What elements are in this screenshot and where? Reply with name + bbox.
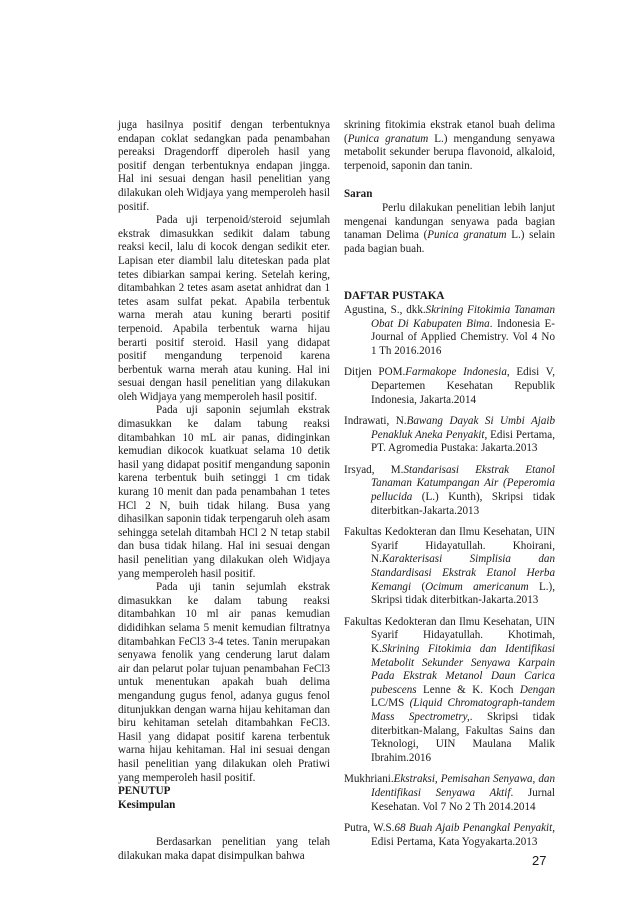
reference-item: Indrawati, N.Bawang Dayak Si Umbi Ajaib Penakluk Aneka Penyakit, Edisi Pertama, PT. Agromedia Pustaka: Jakarta.2013 <box>344 415 556 455</box>
paragraph-tanin-test: Pada uji tanin sejumlah ekstrak dimasukkan ke dalam tabung reaksi ditambahkan 10 ml air panas kemudian dididihkan selama 5 menit kemudian filtratnya ditambahkan FeCl3 3-4 tetes. Tanin merupakan senyawa fenolik yang cenderung larut dalam air dan pelarut polar tujuan penambahan FeCl3 untuk menentukan apakah buah delima mengandung gugus fenol, adanya gugus fenol ditunjukkan dengan warna hijau kehitaman dan biru kehitaman setelah ditambahkan FeCl3. Hasil yang didapat positif karena terbentuk warna hijau kehitaman. Hal ini sesuai dengan hasil penelitian yang dilakukan oleh Pratiwi yang memperoleh hasil positif. <box>118 581 330 784</box>
reference-item: Fakultas Kedokteran dan Ilmu Kesehatan, UIN Syarif Hidayatullah. Khotimah, K.Skrining Fitokimia dan Identifikasi Metabolit Sekunder Senyawa Karpain Pada Ekstrak Metanol Daun Carica pubescens Lenne & K. Koch Dengan LC/MS (Liquid Chromatograph-tandem Mass Spectrometry,. Skripsi tidak diterbitkan-Malang, Fakultas Sains dan Teknologi, UIN Maulana Malik Ibrahim.2016 <box>344 615 555 764</box>
heading-penutup: PENUTUP <box>118 785 171 798</box>
paragraph-saponin-test: Pada uji saponin sejumlah ekstrak dimasukkan ke dalam tabung reaksi ditambahkan 10 mL air panas, didinginkan kemudian dikocok kuatkuat selama 10 detik hasil yang didapat positif mengandung saponin karena terbentuk buih setinggi 1 cm tidak kurang 10 menit dan pada penambahan 1 tetes HCl 2 N, buih tidak hilang. Busa yang dihasilkan saponin tidak terpengaruh oleh asam sehingga setelah ditambah HCl 2 N tetap stabil dan busa tidak hilang. Hal ini sesuai dengan hasil penelitian yang dilakukan oleh Widjaya yang memperoleh hasil positif. <box>118 404 330 580</box>
reference-item: Irsyad, M.Standarisasi Ekstrak Etanol Tanaman Katumpangan Air (Peperomia pellucida (L.) Kunth), Skripsi tidak diterbitkan-Jakarta.2013 <box>344 463 555 517</box>
paragraph-terpenoid-test: Pada uji terpenoid/steroid sejumlah ekstrak dimasukkan sedikit dalam tabung reaksi kecil, lalu di kocok dengan sedikit eter. Lapisan eter diambil lalu diteteskan pada plat tetes dibiarkan sampai kering. Setelah kering, ditambahkan 2 tetes asam asetat anhidrat dan 1 tetes asam sulfat pekat. Apabila terbentuk warna merah atau kuning berarti positif terpenoid. Apabila terbentuk warna hijau berarti positif steroid. Hasil yang didapat positif mengandung terpenoid karena berbentuk warna merah atau kuning. Hal ini sesuai dengan hasil penelitian yang dilakukan oleh Widjaya yang memperoleh hasil positif. <box>118 214 330 403</box>
reference-item: Putra, W.S.68 Buah Ajaib Penangkal Penyakit, Edisi Pertama, Kata Yogyakarta.2013 <box>344 822 555 848</box>
paragraph-conclusion-start: Berdasarkan penelitian yang telah dilakukan maka dapat disimpulkan bahwa <box>118 836 330 862</box>
paragraph-conclusion-cont: skrining fitokimia ekstrak etanol buah delima (Punica granatum L.) mengandung senyawa metabolit sekunder berupa flavonoid, alkaloid, terpenoid, saponin dan tanin. <box>344 119 555 172</box>
left-column <box>118 119 330 863</box>
reference-item: Ditjen POM.Farmakope Indonesia, Edisi V, Departemen Kesehatan Republik Indonesia, Jakarta.2014 <box>344 366 556 406</box>
page-number: 27 <box>532 853 547 868</box>
heading-daftar-pustaka: DAFTAR PUSTAKA <box>344 290 445 303</box>
reference-item: Agustina, S., dkk.Skrining Fitokimia Tanaman Obat Di Kabupaten Bima. Indonesia E-Journal of Applied Chemistry. Vol 4 No 1 Th 2016.2016 <box>344 303 555 357</box>
right-column <box>344 119 555 857</box>
reference-item: Fakultas Kedokteran dan Ilmu Kesehatan, UIN Syarif Hidayatullah. Khoirani, N.Karakterisasi Simplisia dan Standardisasi Ekstrak Etanol Herba Kemangi (Ocimum americanum L.), Skripsi tidak diterbitkan-Jakarta.2013 <box>344 526 555 607</box>
paragraph-saran: Perlu dilakukan penelitian lebih lanjut mengenai kandungan senyawa pada bagian tanaman Delima (Punica granatum L.) selain pada bagian buah. <box>344 201 555 255</box>
paragraph-alkaloid-result: juga hasilnya positif dengan terbentuknya endapan coklat sedangkan pada penambahan pereaksi Dragendorff diperoleh hasil yang positif dengan terbentuknya endapan jingga. Hal ini sesuai dengan hasil penelitian yang dilakukan oleh Widjaya yang memperoleh hasil positif. <box>118 119 330 213</box>
reference-item: Mukhriani.Ekstraksi, Pemisahan Senyawa, dan Identifikasi Senyawa Aktif. Jurnal Kesehatan. Vol 7 No 2 Th 2014.2014 <box>344 773 555 813</box>
heading-kesimpulan: Kesimpulan <box>118 798 176 811</box>
heading-saran: Saran <box>344 188 373 201</box>
